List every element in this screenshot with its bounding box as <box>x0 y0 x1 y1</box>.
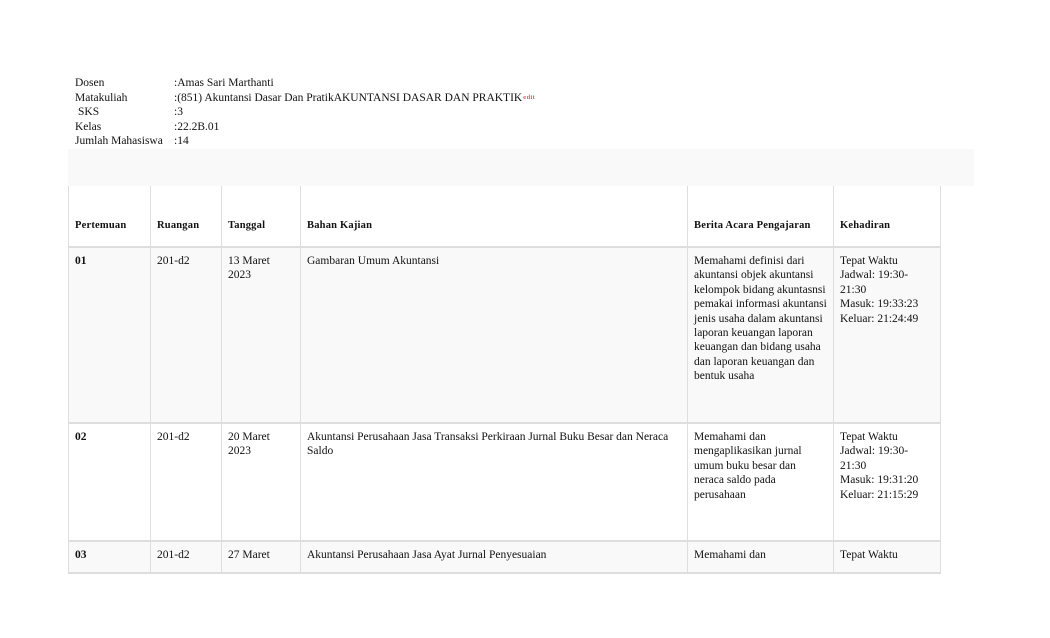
cell-ruangan: 201-d2 <box>151 423 222 541</box>
cell-kehadiran <box>834 247 941 423</box>
info-separator: : <box>174 135 178 148</box>
cell-kehadiran <box>834 541 941 573</box>
header-kehadiran: Kehadiran <box>834 186 941 247</box>
info-row-matakuliah <box>75 91 535 106</box>
info-separator: : <box>174 77 178 89</box>
edit-badge[interactable]: edit <box>523 93 536 101</box>
kehadiran-jadwal: Jadwal: 19:30-21:30 <box>840 445 909 472</box>
cell-tanggal: 13 Maret 2023 <box>222 247 301 423</box>
info-label: Matakuliah <box>75 91 128 104</box>
info-row-sks <box>75 105 535 120</box>
kehadiran-jadwal: Jadwal: 19:30-21:30 <box>840 269 909 296</box>
kehadiran-keluar: Keluar: 21:15:29 <box>840 488 919 501</box>
info-row-dosen <box>75 76 535 91</box>
course-info <box>75 76 535 149</box>
cell-berita-acara: Memahami dan <box>688 541 834 573</box>
cell-ruangan: 201-d2 <box>151 247 222 423</box>
kehadiran-status: Tepat Waktu <box>840 255 898 267</box>
cell-pertemuan: 03 <box>69 541 151 573</box>
matakuliah-value: (851) Akuntansi Dasar Dan PratikAKUNTANSI DASAR DAN PRAKTIK <box>177 91 523 104</box>
cell-pertemuan: 01 <box>69 247 151 423</box>
info-label: Kelas <box>75 120 102 133</box>
table-row <box>69 423 941 541</box>
cell-berita-acara: Memahami dan mengaplikasikan jurnal umum buku besar dan neraca saldo pada perusahaan <box>688 423 834 541</box>
dosen-value: Amas Sari Marthanti <box>177 77 274 89</box>
kehadiran-masuk: Masuk: 19:33:23 <box>840 298 919 311</box>
info-row-jumlah <box>75 134 535 149</box>
header-ruangan: Ruangan <box>151 186 222 247</box>
cell-tanggal: 20 Maret 2023 <box>222 423 301 541</box>
separator-band <box>68 149 974 186</box>
cell-tanggal: 27 Maret <box>222 541 301 573</box>
kehadiran-status: Tepat Waktu <box>840 431 898 443</box>
info-label: Jumlah Mahasiswa <box>75 135 163 148</box>
table-header-row <box>69 186 941 247</box>
info-row-kelas <box>75 120 535 135</box>
cell-berita-acara: Memahami definisi dari akuntansi objek akuntansi kelompok bidang akuntasnsi pemakai informasi akuntansi jenis usaha dalam akuntansi laporan keuangan laporan keuangan dan bidang usaha dan laporan keuangan dan bentuk usaha <box>688 247 834 423</box>
info-label: SKS <box>78 106 100 119</box>
header-bahan-kajian: Bahan Kajian <box>301 186 688 247</box>
cell-ruangan: 201-d2 <box>151 541 222 573</box>
sks-value: 3 <box>177 106 183 119</box>
info-separator: : <box>174 120 178 133</box>
cell-kehadiran <box>834 423 941 541</box>
header-pertemuan: Pertemuan <box>69 186 151 247</box>
cell-pertemuan: 02 <box>69 423 151 541</box>
kehadiran-masuk: Masuk: 19:31:20 <box>840 474 919 487</box>
jumlah-value: 14 <box>177 135 189 148</box>
cell-bahan-kajian: Akuntansi Perusahaan Jasa Transaksi Perkiraan Jurnal Buku Besar dan Neraca Saldo <box>301 423 688 541</box>
attendance-table <box>68 186 941 574</box>
table-row <box>69 247 941 423</box>
kelas-value: 22.2B.01 <box>177 120 220 133</box>
cell-bahan-kajian: Akuntansi Perusahaan Jasa Ayat Jurnal Penyesuaian <box>301 541 688 573</box>
info-separator: : <box>174 91 178 104</box>
cell-bahan-kajian: Gambaran Umum Akuntansi <box>301 247 688 423</box>
table-row <box>69 541 941 573</box>
header-berita-acara: Berita Acara Pengajaran <box>688 186 834 247</box>
info-label: Dosen <box>75 77 105 89</box>
kehadiran-status: Tepat Waktu <box>840 549 898 561</box>
kehadiran-keluar: Keluar: 21:24:49 <box>840 312 919 325</box>
header-tanggal: Tanggal <box>222 186 301 247</box>
info-separator: : <box>174 106 178 119</box>
